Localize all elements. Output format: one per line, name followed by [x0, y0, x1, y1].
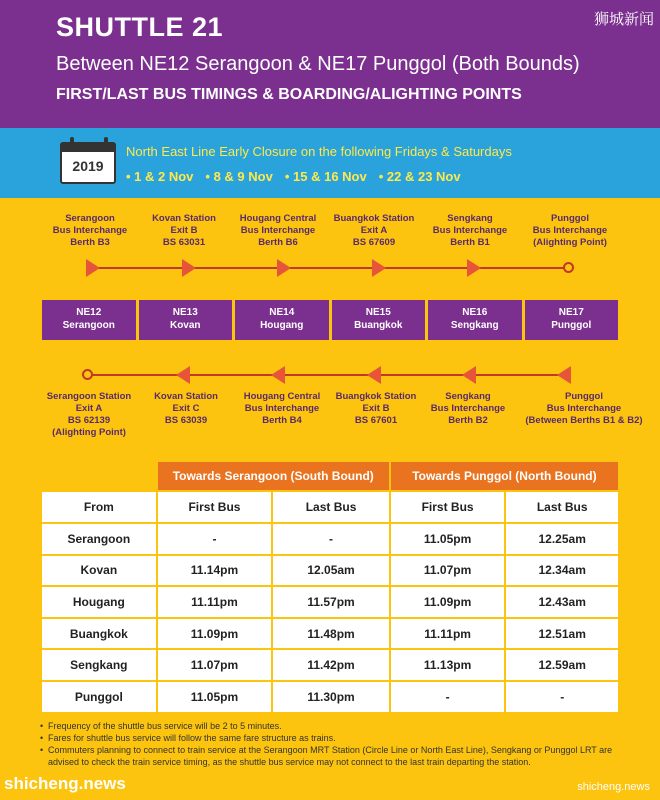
note-item: • Fares for shuttle bus service will follow the same fare structure as trains.: [40, 732, 630, 744]
page-subtitle: Between NE12 Serangoon & NE17 Punggol (Both Bounds): [56, 53, 580, 75]
notes-list: [40, 720, 630, 768]
northbound-arrow-icon: [372, 259, 386, 277]
station-ne12: NE12 Serangoon: [42, 300, 136, 340]
note-item: • Frequency of the shuttle bus service will be 2 to 5 minutes.: [40, 720, 630, 732]
closure-text: North East Line Early Closure on the following Fridays & Saturdays: [126, 144, 512, 159]
southbound-stop-label: Buangkok Station Exit B BS 67601: [335, 391, 417, 426]
northbound-end-icon: [563, 262, 574, 273]
closure-date: • 1 & 2 Nov: [126, 169, 193, 184]
southbound-end-icon: [82, 369, 93, 380]
closure-date: • 8 & 9 Nov: [205, 169, 272, 184]
table-row: Hougang 11.11pm 11.57pm 11.09pm 12.43am: [41, 586, 619, 618]
group-north: Towards Punggol (North Bound): [390, 461, 619, 491]
northbound-stop-label: Hougang Central Bus Interchange Berth B6: [239, 213, 317, 248]
northbound-route-line: [92, 267, 566, 269]
northbound-arrow-icon: [467, 259, 481, 277]
col-last-bus: Last Bus: [272, 491, 390, 523]
watermark-left: shicheng.news: [4, 774, 126, 793]
northbound-stop-label: Buangkok Station Exit A BS 67609: [333, 213, 415, 248]
calendar-icon: [60, 142, 116, 184]
group-south: Towards Serangoon (South Bound): [157, 461, 390, 491]
southbound-stop-label: Serangoon Station Exit A BS 62139 (Alighting Point): [46, 391, 132, 438]
northbound-stop-label: Sengkang Bus Interchange Berth B1: [432, 213, 508, 248]
watermark-top: 狮城新闻: [593, 11, 654, 28]
station-ne16: NE16 Sengkang: [428, 300, 522, 340]
southbound-stop-label: Punggol Bus Interchange (Between Berths B1 & B2): [525, 391, 643, 426]
southbound-route-line: [92, 374, 566, 376]
northbound-arrow-icon: [277, 259, 291, 277]
northbound-stop-label: Kovan Station Exit B BS 63031: [152, 213, 216, 248]
col-first-bus: First Bus: [390, 491, 506, 523]
southbound-arrow-icon: [557, 366, 571, 384]
northbound-stop-label: Punggol Bus Interchange (Alighting Point): [532, 213, 608, 248]
southbound-arrow-icon: [367, 366, 381, 384]
northbound-arrow-icon: [182, 259, 196, 277]
northbound-arrow-icon: [86, 259, 100, 277]
table-row: Sengkang 11.07pm 11.42pm 11.13pm 12.59am: [41, 649, 619, 681]
table-group-header: [41, 461, 619, 491]
watermark-right: shicheng.news: [577, 781, 650, 793]
col-from: From: [41, 491, 157, 523]
table-row: Buangkok 11.09pm 11.48pm 11.11pm 12.51am: [41, 618, 619, 650]
closure-date: • 15 & 16 Nov: [285, 169, 367, 184]
closure-notice: [0, 128, 660, 198]
station-bar: [42, 300, 618, 340]
page-title: SHUTTLE 21: [56, 12, 224, 42]
calendar-year: 2019: [72, 158, 104, 174]
col-last-bus: Last Bus: [505, 491, 619, 523]
southbound-stop-label: Sengkang Bus Interchange Berth B2: [430, 391, 506, 426]
station-ne14: NE14 Hougang: [235, 300, 329, 340]
southbound-stop-label: Hougang Central Bus Interchange Berth B4: [243, 391, 321, 426]
note-item: • Commuters planning to connect to train service at the Serangoon MRT Station (Circle Line or North East Line), Sengkang or Punggol LRT are advised to check the train service timing, as the shuttle bus service may not connect to the last train departing the station.: [40, 744, 630, 768]
southbound-arrow-icon: [176, 366, 190, 384]
northbound-stop-label: Serangoon Bus Interchange Berth B3: [52, 213, 128, 248]
timetable: [40, 460, 620, 714]
southbound-arrow-icon: [271, 366, 285, 384]
table-header: [41, 491, 619, 523]
closure-dates: [126, 169, 461, 184]
southbound-stop-label: Kovan Station Exit C BS 63039: [154, 391, 218, 426]
section-heading: FIRST/LAST BUS TIMINGS & BOARDING/ALIGHTING POINTS: [56, 86, 522, 103]
closure-date: • 22 & 23 Nov: [379, 169, 461, 184]
table-row: Serangoon - - 11.05pm 12.25am: [41, 523, 619, 555]
station-ne13: NE13 Kovan: [139, 300, 233, 340]
header-banner: [0, 0, 660, 128]
station-ne17: NE17 Punggol: [525, 300, 619, 340]
southbound-arrow-icon: [462, 366, 476, 384]
table-row: Punggol 11.05pm 11.30pm - -: [41, 681, 619, 713]
col-first-bus: First Bus: [157, 491, 273, 523]
station-ne15: NE15 Buangkok: [332, 300, 426, 340]
table-row: Kovan 11.14pm 12.05am 11.07pm 12.34am: [41, 555, 619, 587]
